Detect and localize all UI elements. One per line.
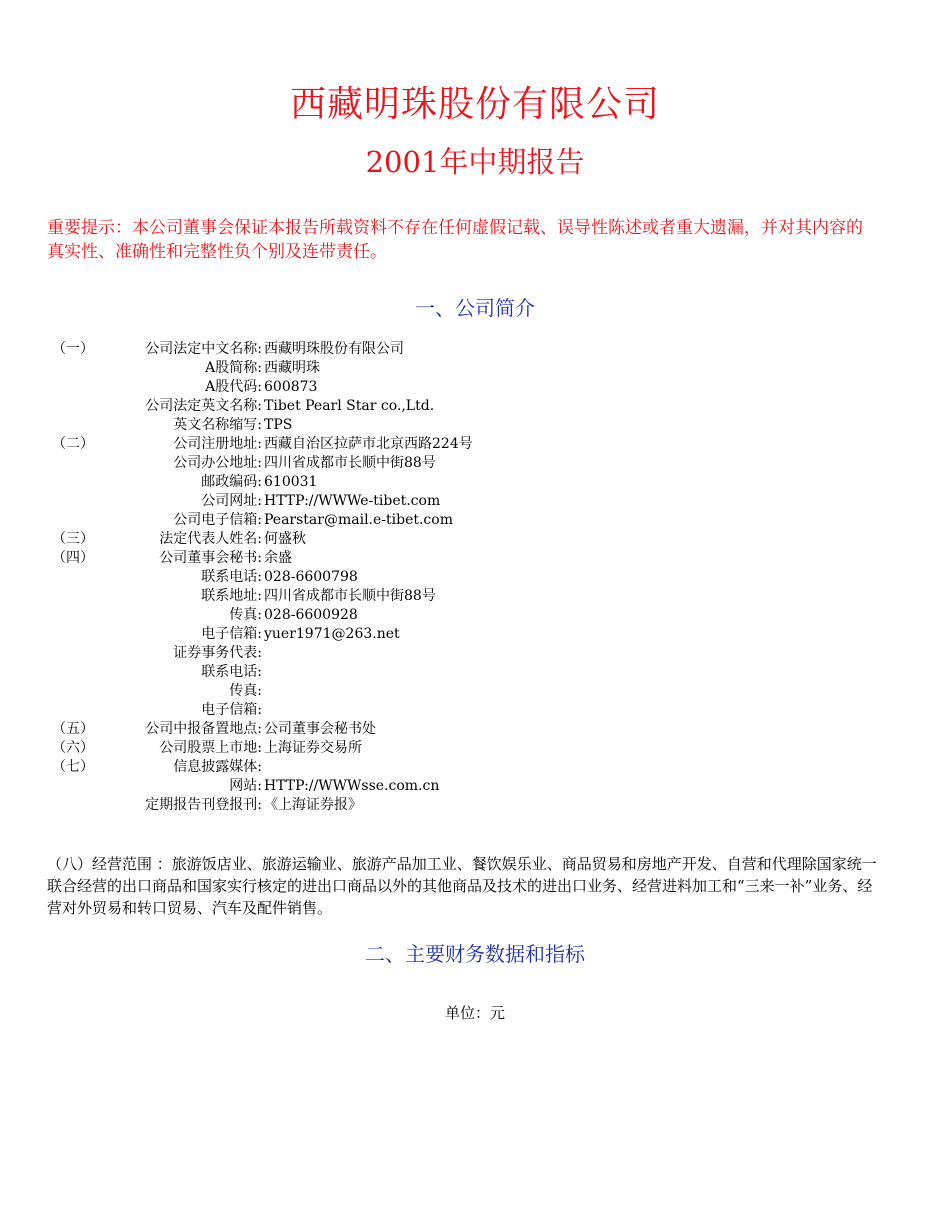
info-row: [52, 701, 473, 720]
info-row-number: [52, 682, 92, 701]
info-row-number: （七）: [52, 759, 94, 775]
info-row-value: [262, 701, 264, 720]
info-row-label: 联系地址:: [201, 588, 262, 604]
info-row-value: 上海证券交易所: [264, 740, 362, 756]
info-row-number: [52, 378, 92, 397]
info-row-number: [52, 397, 92, 416]
info-row-label: 公司董事会秘书:: [159, 550, 262, 566]
info-row-label: 公司股票上市地:: [159, 740, 262, 756]
info-row-number: （二）: [52, 436, 94, 452]
info-row: [52, 587, 473, 606]
info-row: [52, 340, 473, 359]
info-row-value: 余盛: [264, 550, 292, 566]
info-row: [52, 739, 473, 758]
info-row-value: 028-6600798: [264, 569, 358, 585]
info-row-value: 600873: [264, 379, 318, 395]
info-row-value: 西藏自治区拉萨市北京西路224号: [264, 436, 473, 452]
info-row-number: [52, 587, 92, 606]
info-row-value: 028-6600928: [264, 607, 358, 623]
info-row-number: （六）: [52, 740, 94, 756]
important-notice: 重要提示：本公司董事会保证本报告所载资料不存在任何虚假记载、误导性陈述或者重大遗漏，并对其内容的真实性、准确性和完整性负个别及连带责任。: [47, 218, 863, 262]
info-row: [52, 606, 473, 625]
info-row-number: [52, 454, 92, 473]
info-row-number: [52, 644, 92, 663]
info-row-number: [52, 511, 92, 530]
info-row: [52, 682, 473, 701]
info-row-value: [262, 758, 264, 777]
info-row-label: 传真:: [229, 683, 262, 699]
report-title: 2001年中期报告: [365, 145, 585, 179]
info-row-value: [262, 644, 264, 663]
info-row: [52, 568, 473, 587]
info-row-number: [52, 701, 92, 720]
info-row: [52, 663, 473, 682]
info-row-label: 公司法定中文名称:: [145, 341, 262, 357]
info-row-number: （一）: [52, 341, 94, 357]
info-row-label: 公司注册地址:: [173, 436, 262, 452]
info-row-number: [52, 473, 92, 492]
info-row-label: 传真:: [229, 607, 262, 623]
info-row-value: 西藏明珠: [264, 360, 320, 376]
section-heading-company-profile: 一、公司简介: [415, 296, 535, 320]
info-row-number: [52, 796, 92, 815]
info-row-number: [52, 663, 92, 682]
info-row-label: 定期报告刊登报刊:: [145, 797, 262, 813]
info-row: [52, 549, 473, 568]
info-row-label: 信息披露媒体:: [173, 759, 262, 775]
info-row: [52, 777, 473, 796]
info-row: [52, 454, 473, 473]
info-row-number: [52, 606, 92, 625]
info-row-label: 英文名称缩写:: [173, 417, 262, 433]
info-row-value: HTTP://WWWe-tibet.com: [264, 493, 441, 509]
company-title: 西藏明珠股份有限公司: [289, 84, 660, 125]
info-row: [52, 720, 473, 739]
info-row-value: 公司董事会秘书处: [264, 721, 376, 737]
info-row-value: Pearstar@mail.e-tibet.com: [264, 512, 453, 528]
info-row-number: （五）: [52, 721, 94, 737]
info-row-label: 公司网址:: [201, 493, 262, 509]
info-row: [52, 435, 473, 454]
info-row-label: 电子信箱:: [201, 626, 262, 642]
info-row-number: [52, 568, 92, 587]
info-row: [52, 397, 473, 416]
info-row: [52, 530, 473, 549]
info-row-label: 联系电话:: [201, 664, 262, 680]
info-row-number: [52, 625, 92, 644]
info-row-label: 电子信箱:: [201, 702, 262, 718]
info-row: [52, 758, 473, 777]
info-row: [52, 625, 473, 644]
info-row-value: HTTP://WWWsse.com.cn: [264, 778, 440, 794]
info-row-label: 证券事务代表:: [173, 645, 262, 661]
info-row-value: 《上海证券报》: [264, 797, 362, 813]
info-row-value: 西藏明珠股份有限公司: [264, 341, 404, 357]
company-info-list: [52, 340, 473, 815]
info-row: [52, 511, 473, 530]
info-row-value: [262, 663, 264, 682]
info-row-number: [52, 777, 92, 796]
info-row-label: A股代码:: [205, 379, 262, 395]
info-row: [52, 473, 473, 492]
info-row-label: 公司办公地址:: [173, 455, 262, 471]
info-row-label: 联系电话:: [201, 569, 262, 585]
info-row-number: [52, 416, 92, 435]
info-row-label: 法定代表人姓名:: [159, 531, 262, 547]
info-row-value: 四川省成都市长顺中街88号: [264, 588, 436, 604]
info-row-number: （四）: [52, 550, 94, 566]
info-row-number: [52, 492, 92, 511]
info-row-number: [52, 359, 92, 378]
info-row-label: A股简称:: [205, 360, 262, 376]
info-row-label: 公司法定英文名称:: [145, 398, 262, 414]
business-scope-paragraph: （八）经营范围 ：旅游饭店业、旅游运输业、旅游产品加工业、餐饮娱乐业、商品贸易和房地产开发、自营和代理除国家统一联合经营的出口商品和国家实行核定的进出口商品以外的其他商品及技术的进出口业务、经营进料加工和“三来一补”业务、经营对外贸易和转口贸易、汽车及配件销售。: [47, 855, 877, 917]
unit-label: 单位：元: [444, 1004, 505, 1022]
info-row-value: 四川省成都市长顺中街88号: [264, 455, 436, 471]
info-row-label: 公司电子信箱:: [173, 512, 262, 528]
info-row-value: Tibet Pearl Star co.,Ltd.: [264, 398, 435, 414]
info-row: [52, 359, 473, 378]
info-row-value: [262, 682, 264, 701]
info-row-value: 何盛秋: [264, 531, 306, 547]
info-row: [52, 492, 473, 511]
info-row-value: TPS: [264, 417, 293, 433]
info-row: [52, 416, 473, 435]
info-row-value: yuer1971@263.net: [264, 626, 400, 642]
info-row: [52, 378, 473, 397]
info-row: [52, 644, 473, 663]
info-row-label: 公司中报备置地点:: [145, 721, 262, 737]
info-row-number: （三）: [52, 531, 94, 547]
info-row-value: 610031: [264, 474, 318, 490]
info-row-label: 邮政编码:: [201, 474, 262, 490]
info-row-label: 网站:: [229, 778, 262, 794]
info-row: [52, 796, 473, 815]
section-heading-financial-data: 二、主要财务数据和指标: [365, 942, 585, 966]
